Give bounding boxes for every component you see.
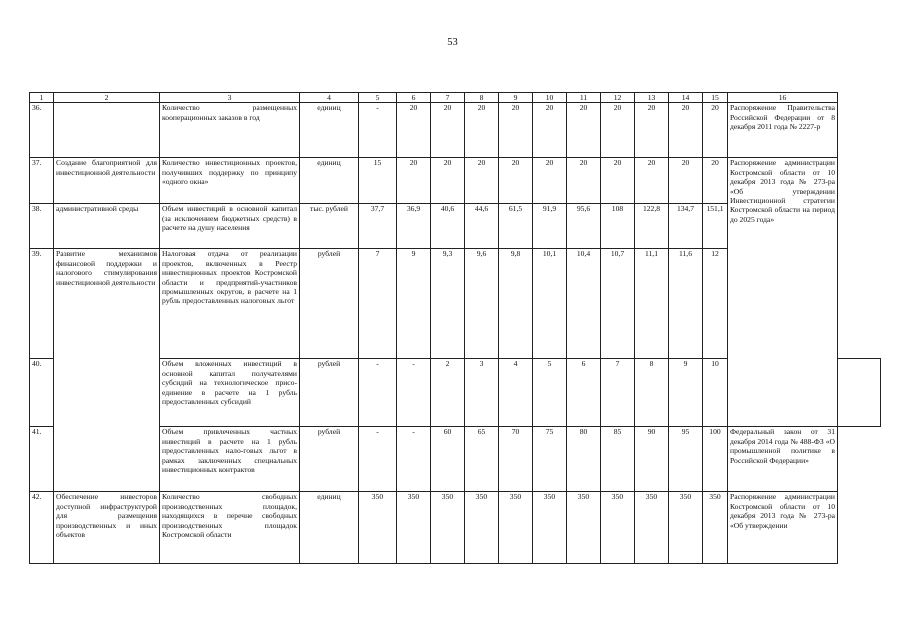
value-cell: 7 [359, 249, 397, 359]
value-cell: 60 [431, 427, 465, 492]
value-cell: 95 [669, 427, 703, 492]
value-cell: 20 [533, 103, 567, 158]
row-number: 38. [30, 204, 54, 249]
value-cell: - [359, 427, 397, 492]
value-cell: 134,7 [669, 204, 703, 249]
direction-cell [54, 103, 160, 158]
value-cell: 20 [397, 158, 431, 204]
unit-cell: рублей [300, 249, 359, 359]
value-cell: 20 [431, 103, 465, 158]
column-number: 2 [54, 93, 160, 103]
value-cell: - [359, 103, 397, 158]
row-number: 40. [30, 359, 54, 427]
value-cell: 11,1 [635, 249, 669, 359]
unit-cell: рублей [300, 427, 359, 492]
indicator-cell: Количество размещенных кооперационных заказов в год [160, 103, 300, 158]
value-cell: 85 [601, 427, 635, 492]
value-cell: 350 [669, 492, 703, 564]
direction-cell: административной среды [54, 204, 160, 249]
basis-cell [838, 359, 881, 427]
basis-cell: Распоряжение Правительства Российской Федерации от 8 декабря 2011 года № 2227-р [728, 103, 838, 158]
basis-cell: Распоряжение администрации Костромской области от 10 декабря 2013 года № 273-ра «Об утверждении Инвестиционной стратегии Костромской области на период до 2025 года» [728, 158, 838, 427]
value-cell: 108 [601, 204, 635, 249]
value-cell: 20 [703, 103, 728, 158]
value-cell: 15 [359, 158, 397, 204]
value-cell: 350 [465, 492, 499, 564]
row-number: 42. [30, 492, 54, 564]
value-cell: 40,6 [431, 204, 465, 249]
column-number: 7 [431, 93, 465, 103]
value-cell: 20 [567, 158, 601, 204]
value-cell: 20 [567, 103, 601, 158]
indicator-cell: Объем вложенных инвестиций в основной капитал получателями субсидий на технологическое присо-единение в расчете на 1 рубль предоставленных субсидий [160, 359, 300, 427]
value-cell: 20 [703, 158, 728, 204]
value-cell: 9,3 [431, 249, 465, 359]
value-cell: 20 [465, 103, 499, 158]
page-number: 53 [447, 37, 458, 48]
table-header-row [30, 93, 881, 103]
indicators-table [29, 92, 881, 564]
indicator-cell: Количество инвестиционных проектов, получивших поддержку по принципу «одного окна» [160, 158, 300, 204]
unit-cell: единиц [300, 158, 359, 204]
value-cell: 20 [669, 103, 703, 158]
value-cell: 2 [431, 359, 465, 427]
value-cell: 36,9 [397, 204, 431, 249]
value-cell: 122,8 [635, 204, 669, 249]
value-cell: 20 [533, 158, 567, 204]
indicator-cell: Количество свободных производственных площадок, находящихся в перечне свободных производственных площадок Костромской области [160, 492, 300, 564]
value-cell: 9 [669, 359, 703, 427]
value-cell: 8 [635, 359, 669, 427]
table-row [30, 158, 881, 204]
value-cell: 4 [499, 359, 533, 427]
unit-cell: тыс. рублей [300, 204, 359, 249]
row-number: 37. [30, 158, 54, 204]
column-number: 8 [465, 93, 499, 103]
value-cell: 20 [635, 103, 669, 158]
value-cell: 350 [601, 492, 635, 564]
value-cell: 65 [465, 427, 499, 492]
value-cell: 350 [359, 492, 397, 564]
value-cell: 20 [465, 158, 499, 204]
value-cell: 80 [567, 427, 601, 492]
value-cell: 20 [635, 158, 669, 204]
value-cell: 350 [499, 492, 533, 564]
column-number: 12 [601, 93, 635, 103]
row-number: 36. [30, 103, 54, 158]
basis-cell: Федеральный закон от 31 декабря 2014 года № 488-ФЗ «О промышленной политике в Российской Федерации» [728, 427, 838, 492]
direction-cell: Развитие механизмов финансовой поддержки и налогового стимулирования инвестиционной деятельности [54, 249, 160, 492]
unit-cell: единиц [300, 492, 359, 564]
direction-cell: Обеспечение инвесторов доступной инфраструктурой для размещения производственных и иных объектов [54, 492, 160, 564]
value-cell: 151,1 [703, 204, 728, 249]
value-cell: 20 [669, 158, 703, 204]
table-row [30, 103, 881, 158]
value-cell: 37,7 [359, 204, 397, 249]
value-cell: 20 [601, 158, 635, 204]
value-cell: 3 [465, 359, 499, 427]
column-number: 4 [300, 93, 359, 103]
indicator-cell: Объем привлеченных частных инвестиций в расчете на 1 рубль предоставленных нало-говых льгот в рамках заключенных специальных инвестиционных контрактов [160, 427, 300, 492]
value-cell: 90 [635, 427, 669, 492]
value-cell: 9,8 [499, 249, 533, 359]
value-cell: 20 [397, 103, 431, 158]
value-cell: 11,6 [669, 249, 703, 359]
unit-cell: единиц [300, 103, 359, 158]
value-cell: 350 [533, 492, 567, 564]
direction-cell: Создание благоприятной для инвестиционной деятельности [54, 158, 160, 204]
column-number: 9 [499, 93, 533, 103]
value-cell: 9 [397, 249, 431, 359]
value-cell: 44,6 [465, 204, 499, 249]
value-cell: 61,5 [499, 204, 533, 249]
value-cell: 10 [703, 359, 728, 427]
value-cell: 10,1 [533, 249, 567, 359]
value-cell: 7 [601, 359, 635, 427]
table-row [30, 492, 881, 564]
column-number: 5 [359, 93, 397, 103]
value-cell: 350 [635, 492, 669, 564]
row-number: 39. [30, 249, 54, 359]
column-number: 3 [160, 93, 300, 103]
value-cell: 350 [397, 492, 431, 564]
value-cell: 9,6 [465, 249, 499, 359]
value-cell: - [397, 427, 431, 492]
value-cell: 350 [567, 492, 601, 564]
column-number: 1 [30, 93, 54, 103]
column-number: 14 [669, 93, 703, 103]
unit-cell: рублей [300, 359, 359, 427]
indicator-cell: Налоговая отдача от реализации проектов, включенных в Реестр инвестиционных проектов Костромской области и предприятий-участников промышленных округов, в расчете на 1 рубль предоставленных налоговых льгот [160, 249, 300, 359]
value-cell: 100 [703, 427, 728, 492]
value-cell: 91,9 [533, 204, 567, 249]
value-cell: 20 [499, 158, 533, 204]
value-cell: 70 [499, 427, 533, 492]
column-number: 6 [397, 93, 431, 103]
indicator-cell: Объем инвестиций в основной капитал (за исключением бюджетных средств) в расчете на душу населения [160, 204, 300, 249]
value-cell: 20 [601, 103, 635, 158]
value-cell: 75 [533, 427, 567, 492]
value-cell: 20 [499, 103, 533, 158]
column-number: 16 [728, 93, 838, 103]
basis-cell: Распоряжение администрации Костромской области от 10 декабря 2013 года № 273-ра «Об утверждении [728, 492, 838, 564]
row-number: 41. [30, 427, 54, 492]
value-cell: 5 [533, 359, 567, 427]
value-cell: 20 [431, 158, 465, 204]
value-cell: - [359, 359, 397, 427]
value-cell: 95,6 [567, 204, 601, 249]
column-number: 11 [567, 93, 601, 103]
column-number: 10 [533, 93, 567, 103]
column-number: 15 [703, 93, 728, 103]
value-cell: 350 [703, 492, 728, 564]
column-number: 13 [635, 93, 669, 103]
value-cell: 350 [431, 492, 465, 564]
value-cell: 12 [703, 249, 728, 359]
value-cell: 10,7 [601, 249, 635, 359]
value-cell: - [397, 359, 431, 427]
value-cell: 10,4 [567, 249, 601, 359]
value-cell: 6 [567, 359, 601, 427]
